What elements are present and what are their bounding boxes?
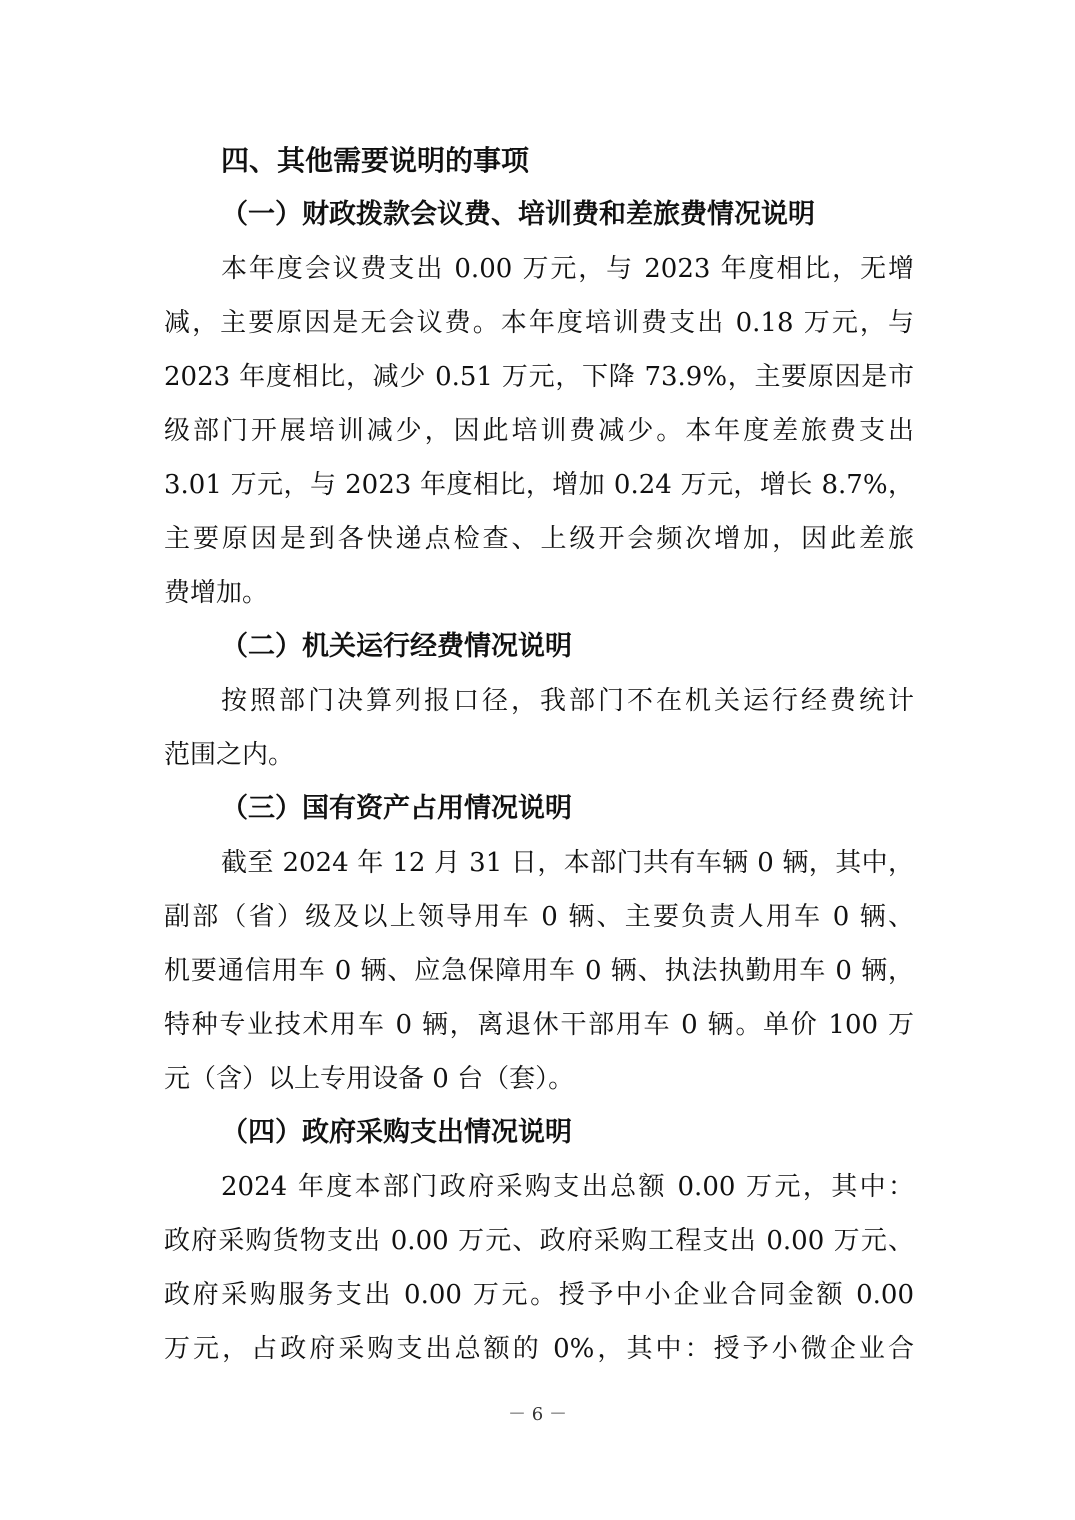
text-line: 机要通信用车 0 辆、应急保障用车 0 辆、执法执勤用车 0 辆， (164, 956, 914, 986)
text-line: 范围之内。 (164, 740, 295, 770)
subsection-heading-state-assets: （三）国有资产占用情况说明 (221, 793, 572, 824)
text-line: 2024 年度本部门政府采购支出总额 0.00 万元，其中： (221, 1172, 914, 1202)
text-line: 减，主要原因是无会议费。本年度培训费支出 0.18 万元，与 (164, 308, 914, 338)
paragraph-operating-expenses (164, 674, 914, 782)
subsection-heading-operating-expenses: （二）机关运行经费情况说明 (221, 631, 572, 662)
text-line: 政府采购服务支出 0.00 万元。授予中小企业合同金额 0.00 (164, 1280, 914, 1310)
text-line: 万元，占政府采购支出总额的 0%，其中：授予小微企业合 (164, 1334, 914, 1364)
text-line: 2023 年度相比，减少 0.51 万元，下降 73.9%，主要原因是市 (164, 362, 914, 392)
text-line: 政府采购货物支出 0.00 万元、政府采购工程支出 0.00 万元、 (164, 1226, 914, 1256)
text-line: 副部（省）级及以上领导用车 0 辆、主要负责人用车 0 辆、 (164, 902, 914, 932)
paragraph-meeting-training-travel (164, 242, 914, 620)
subsection-heading-government-procurement: （四）政府采购支出情况说明 (221, 1117, 572, 1148)
text-line: 元（含）以上专用设备 0 台（套）。 (164, 1064, 575, 1094)
paragraph-state-assets (164, 836, 914, 1106)
paragraph-government-procurement (164, 1160, 914, 1376)
text-line: 级部门开展培训减少，因此培训费减少。本年度差旅费支出 (164, 416, 914, 446)
section-title: 四、其他需要说明的事项 (221, 144, 530, 177)
text-line: 费增加。 (164, 578, 269, 608)
page-number: － 6 － (508, 1404, 567, 1425)
text-line: 3.01 万元，与 2023 年度相比，增加 0.24 万元，增长 8.7%， (164, 470, 914, 500)
text-line: 按照部门决算列报口径，我部门不在机关运行经费统计 (221, 686, 914, 716)
text-line: 本年度会议费支出 0.00 万元，与 2023 年度相比，无增 (221, 254, 914, 284)
text-line: 截至 2024 年 12 月 31 日，本部门共有车辆 0 辆，其中， (221, 848, 914, 878)
text-line: 特种专业技术用车 0 辆，离退休干部用车 0 辆。单价 100 万 (164, 1010, 914, 1040)
document-body (164, 134, 914, 1376)
subsection-heading-meeting-training-travel: （一）财政拨款会议费、培训费和差旅费情况说明 (221, 199, 815, 230)
text-line: 主要原因是到各快递点检查、上级开会频次增加，因此差旅 (164, 524, 914, 554)
